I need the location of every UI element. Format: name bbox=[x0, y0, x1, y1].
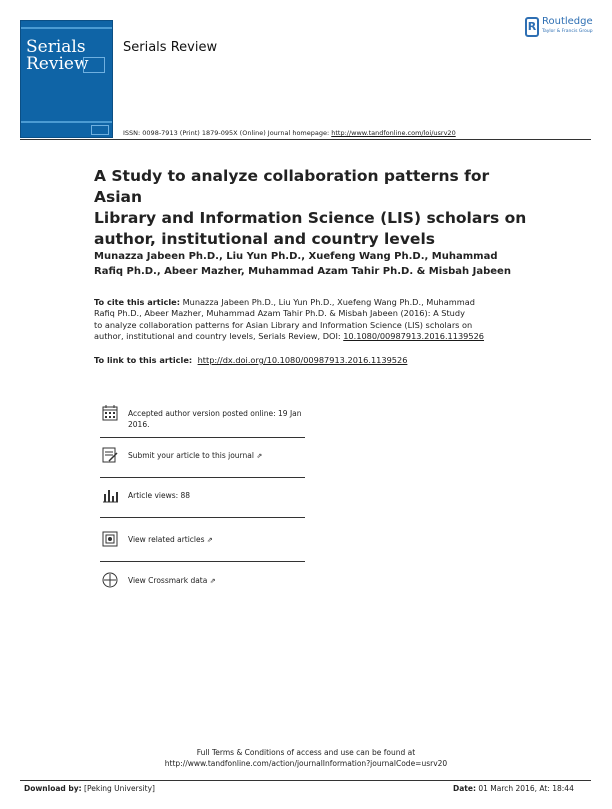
download-label: Download by: bbox=[24, 784, 82, 793]
download-value: [Peking University] bbox=[81, 784, 155, 793]
meta-divider bbox=[100, 477, 305, 478]
terms-line: Full Terms & Conditions of access and use can be found at bbox=[196, 748, 416, 757]
date-label: Date: bbox=[453, 784, 476, 793]
crossmark-text[interactable] bbox=[128, 575, 303, 587]
article-views-item bbox=[100, 486, 305, 508]
related-articles-text[interactable] bbox=[128, 534, 303, 546]
download-date bbox=[453, 784, 574, 793]
meta-divider bbox=[100, 517, 305, 518]
terms-link[interactable]: http://www.tandfonline.com/action/journalInformation?journalCode=usrv20 bbox=[164, 759, 448, 768]
crossmark-label[interactable]: View Crossmark data bbox=[128, 576, 208, 585]
external-link-icon: ⇗ bbox=[209, 577, 216, 585]
cover-logo bbox=[91, 125, 109, 135]
article-views-text: Article views: 88 bbox=[128, 491, 191, 500]
crossmark-item[interactable] bbox=[100, 571, 305, 593]
author-line: Rafiq Ph.D., Abeer Mazher, Muhammad Azam Tahir Ph.D. & Misbah Jabeen bbox=[94, 266, 511, 277]
cover-box bbox=[83, 57, 105, 73]
related-articles-icon bbox=[101, 530, 119, 548]
calendar-icon bbox=[101, 404, 119, 422]
citation-doi-link[interactable]: 10.1080/00987913.2016.1139526 bbox=[343, 330, 485, 341]
accepted-version-item bbox=[100, 404, 305, 430]
issn-text: ISSN: 0098-7913 (Print) 1879-095X (Online) Journal homepage: bbox=[123, 129, 332, 137]
publisher-name: Routledge bbox=[542, 16, 593, 27]
citation-text: Munazza Jabeen Ph.D., Liu Yun Ph.D., Xuefeng Wang Ph.D., Muhammad bbox=[180, 297, 475, 307]
external-link-icon: ⇗ bbox=[256, 452, 263, 460]
submit-article-label[interactable]: Submit your article to this journal bbox=[128, 451, 254, 460]
external-link-icon: ⇗ bbox=[206, 536, 213, 544]
related-articles-item[interactable] bbox=[100, 530, 305, 552]
cover-title-line1: Serials bbox=[26, 37, 86, 57]
cover-stripe bbox=[21, 121, 112, 123]
citation-block bbox=[94, 297, 534, 342]
accepted-version-text: Accepted author version posted online: 19 Jan 2016. bbox=[128, 409, 302, 429]
journal-homepage-link[interactable]: http://www.tandfonline.com/loi/usrv20 bbox=[331, 129, 456, 137]
downloaded-by bbox=[24, 784, 155, 793]
issn-line bbox=[123, 129, 456, 137]
article-title bbox=[94, 166, 534, 250]
publisher-subtitle: Taylor & Francis Group bbox=[542, 29, 593, 34]
citation-text: Rafiq Ph.D., Abeer Mazher, Muhammad Azam Tahir Ph.D. & Misbah Jabeen (2016): A Study bbox=[94, 308, 465, 319]
publisher-logo[interactable] bbox=[525, 17, 595, 41]
related-articles-label[interactable]: View related articles bbox=[128, 535, 205, 544]
terms-notice bbox=[0, 747, 612, 769]
link-label: To link to this article: bbox=[94, 355, 195, 365]
journal-cover bbox=[20, 20, 113, 138]
routledge-r-icon: R bbox=[525, 17, 539, 37]
crossmark-icon bbox=[101, 571, 119, 589]
journal-name: Serials Review bbox=[123, 40, 218, 55]
title-line: author, institutional and country levels bbox=[94, 230, 435, 248]
submit-icon bbox=[101, 446, 119, 464]
title-line: Library and Information Science (LIS) scholars on bbox=[94, 209, 527, 227]
cover-stripe bbox=[21, 27, 112, 29]
bar-chart-icon bbox=[101, 486, 119, 504]
citation-text: to analyze collaboration patterns for Asian Library and Information Science (LIS) scholars on bbox=[94, 319, 473, 330]
author-list bbox=[94, 249, 534, 279]
footer-divider bbox=[20, 780, 591, 781]
header-divider bbox=[20, 139, 591, 140]
citation-text: author, institutional and country levels, Serials Review, DOI: bbox=[94, 330, 344, 341]
article-link-line bbox=[94, 355, 534, 365]
title-line: A Study to analyze collaboration patterns for Asian bbox=[94, 167, 490, 206]
date-value: 01 March 2016, At: 18:44 bbox=[475, 784, 574, 793]
article-doi-link[interactable]: http://dx.doi.org/10.1080/00987913.2016.1139526 bbox=[197, 355, 408, 365]
citation-label: To cite this article: bbox=[94, 297, 180, 307]
meta-divider bbox=[100, 561, 305, 562]
author-line: Munazza Jabeen Ph.D., Liu Yun Ph.D., Xuefeng Wang Ph.D., Muhammad bbox=[94, 251, 498, 262]
submit-article-text[interactable] bbox=[128, 450, 303, 462]
meta-divider bbox=[100, 437, 305, 438]
submit-article-item[interactable] bbox=[100, 446, 305, 468]
cover-title-line2: Review bbox=[26, 54, 89, 74]
